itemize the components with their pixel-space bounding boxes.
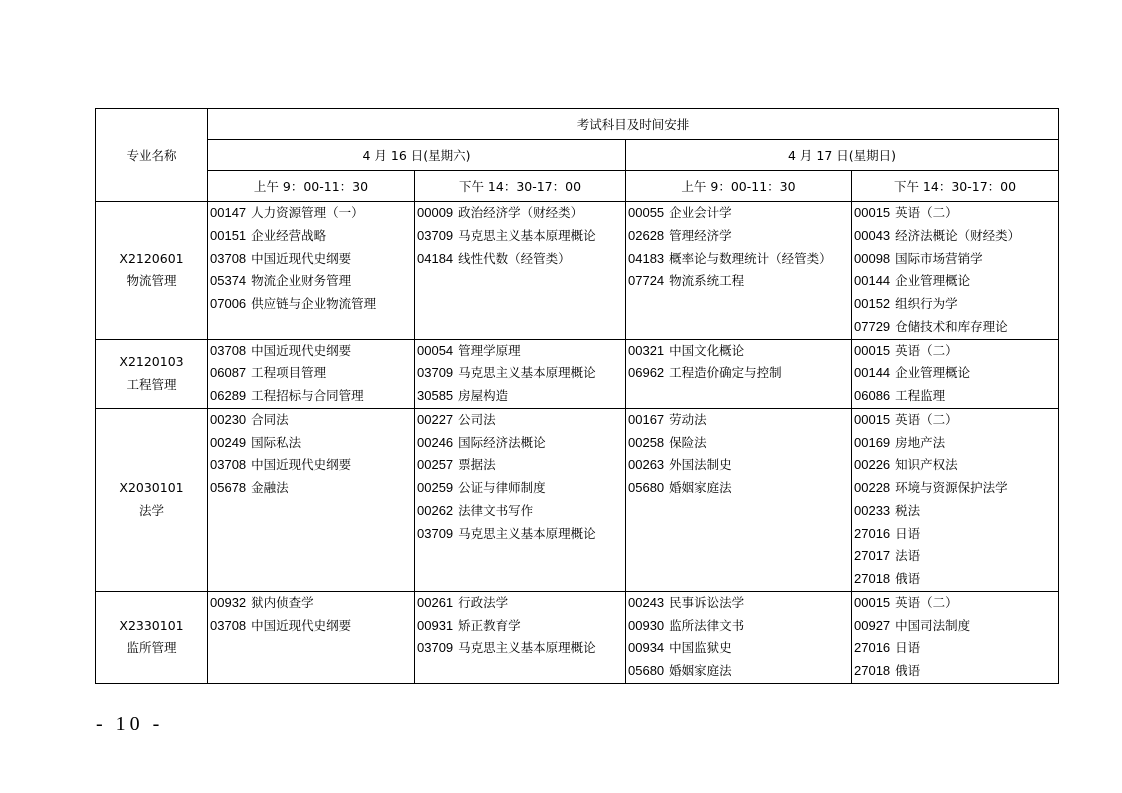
- subject-name: 房屋构造: [458, 388, 509, 403]
- slot-header-day2-pm: 下午 14：30-17：00: [852, 171, 1059, 202]
- subject-item: [415, 385, 625, 408]
- subject-code: 00930: [628, 617, 665, 633]
- subject-cell: [208, 408, 415, 591]
- subject-code: 00151: [210, 227, 247, 243]
- header-row-3: [96, 171, 1059, 202]
- subject-cell: [415, 591, 626, 683]
- subject-item: [852, 293, 1058, 316]
- subject-name: 工程造价确定与控制: [669, 365, 782, 381]
- subject-cell: [626, 408, 852, 591]
- subject-name: 工程监理: [895, 388, 946, 403]
- day1-header: 4 月 16 日(星期六): [208, 140, 626, 171]
- subject-item: [852, 248, 1058, 271]
- subject-item: [415, 409, 625, 432]
- subject-code: 00321: [628, 342, 665, 358]
- subject-item: [852, 592, 1058, 615]
- subject-name: 金融法: [251, 480, 289, 495]
- subject-item: [852, 637, 1058, 660]
- subject-code: 00258: [628, 434, 665, 450]
- subject-code: 06289: [210, 388, 247, 403]
- subject-item: [626, 615, 851, 638]
- subject-code: 00054: [417, 342, 454, 358]
- slot-header-day1-pm: 下午 14：30-17：00: [415, 171, 626, 202]
- subject-item: [208, 615, 414, 638]
- subject-name: 仓储技术和库存理论: [895, 318, 1008, 334]
- subject-code: 00243: [628, 594, 665, 610]
- subject-code: 00098: [854, 250, 891, 266]
- subject-code: 05680: [628, 480, 665, 495]
- subject-item: [415, 523, 625, 546]
- schedule-title: 考试科目及时间安排: [208, 109, 1059, 140]
- subject-name: 狱内侦查学: [251, 594, 314, 610]
- subject-code: 00262: [417, 502, 454, 518]
- subject-item: [415, 454, 625, 477]
- major-name: 法学: [138, 502, 164, 518]
- header-row-1: [96, 109, 1059, 140]
- major-column-header: 专业名称: [96, 109, 208, 202]
- subject-code: 27016: [854, 640, 891, 656]
- subject-name: 企业会计学: [669, 205, 732, 220]
- subject-code: 27018: [854, 663, 891, 678]
- subject-name: 合同法: [251, 411, 289, 427]
- subject-name: 国际私法: [251, 434, 302, 450]
- major-cell: [96, 591, 208, 683]
- subject-name: 物流系统工程: [669, 273, 745, 289]
- subject-item: [852, 523, 1058, 546]
- subject-code: 03709: [417, 640, 454, 656]
- subject-item: [415, 432, 625, 455]
- subject-code: 00152: [854, 296, 891, 311]
- subject-item: [852, 362, 1058, 385]
- major-name: 工程管理: [126, 376, 177, 392]
- subject-cell: [626, 591, 852, 683]
- subject-name: 政治经济学（财经类）: [458, 205, 584, 220]
- subject-item: [626, 340, 851, 363]
- subject-name: 外国法制史: [669, 457, 732, 473]
- subject-code: 00249: [210, 434, 247, 450]
- subject-item: [415, 637, 625, 660]
- day2-header: 4 月 17 日(星期日): [626, 140, 1059, 171]
- subject-code: 00931: [417, 617, 454, 633]
- major-row: [96, 202, 1059, 340]
- subject-name: 中国文化概论: [669, 342, 745, 358]
- subject-item: [852, 385, 1058, 408]
- subject-code: 03709: [417, 227, 454, 243]
- major-cell: [96, 202, 208, 340]
- subject-name: 英语（二）: [895, 342, 958, 358]
- subject-name: 俄语: [895, 663, 921, 678]
- subject-item: [852, 409, 1058, 432]
- subject-code: 05680: [628, 663, 665, 678]
- subject-code: 07724: [628, 273, 665, 289]
- major-code: X2030101: [119, 480, 184, 496]
- subject-code: 00230: [210, 411, 247, 427]
- subject-name: 概率论与数理统计（经管类）: [669, 250, 832, 266]
- subject-name: 日语: [895, 640, 921, 656]
- header-row-2: [96, 140, 1059, 171]
- subject-item: [208, 225, 414, 248]
- subject-item: [626, 270, 851, 293]
- subject-item: [852, 202, 1058, 225]
- subject-item: [415, 477, 625, 500]
- major-cell: [96, 408, 208, 591]
- subject-item: [208, 293, 414, 316]
- major-name: 物流管理: [126, 273, 177, 289]
- subject-cell: [626, 339, 852, 408]
- subject-name: 供应链与企业物流管理: [251, 296, 377, 311]
- subject-cell: [852, 339, 1059, 408]
- subject-item: [626, 409, 851, 432]
- major-row: [96, 408, 1059, 591]
- subject-cell: [415, 408, 626, 591]
- subject-code: 05678: [210, 480, 247, 495]
- subject-name: 婚姻家庭法: [669, 480, 732, 495]
- subject-name: 中国司法制度: [895, 617, 971, 633]
- subject-item: [852, 454, 1058, 477]
- subject-name: 中国监狱史: [669, 640, 732, 656]
- subject-code: 00261: [417, 594, 454, 610]
- subject-item: [208, 477, 414, 500]
- subject-name: 线性代数（经管类）: [458, 250, 571, 266]
- subject-name: 环境与资源保护法学: [895, 480, 1008, 495]
- subject-code: 00015: [854, 342, 891, 358]
- subject-code: 00226: [854, 457, 891, 473]
- subject-name: 企业管理概论: [895, 273, 971, 289]
- subject-cell: [852, 591, 1059, 683]
- subject-code: 00043: [854, 227, 891, 243]
- subject-name: 劳动法: [669, 411, 707, 427]
- subject-item: [852, 660, 1058, 683]
- subject-name: 英语（二）: [895, 205, 958, 220]
- subject-item: [626, 248, 851, 271]
- subject-item: [208, 340, 414, 363]
- subject-name: 马克思主义基本原理概论: [458, 227, 596, 243]
- subject-item: [208, 409, 414, 432]
- slot-header-day2-am: 上午 9：00-11：30: [626, 171, 852, 202]
- subject-name: 保险法: [669, 434, 707, 450]
- subject-item: [208, 248, 414, 271]
- subject-code: 02628: [628, 227, 665, 243]
- subject-code: 00015: [854, 205, 891, 220]
- subject-code: 00015: [854, 411, 891, 427]
- subject-code: 06086: [854, 388, 891, 403]
- subject-code: 00147: [210, 205, 247, 220]
- subject-code: 06087: [210, 365, 247, 381]
- subject-item: [415, 248, 625, 271]
- subject-item: [626, 432, 851, 455]
- subject-name: 国际市场营销学: [895, 250, 983, 266]
- subject-name: 法语: [895, 548, 921, 564]
- subject-item: [852, 270, 1058, 293]
- subject-code: 27017: [854, 548, 891, 564]
- subject-item: [852, 568, 1058, 591]
- major-code: X2120103: [119, 353, 184, 369]
- subject-cell: [208, 591, 415, 683]
- subject-code: 30585: [417, 388, 454, 403]
- subject-code: 06962: [628, 365, 665, 381]
- subject-item: [415, 225, 625, 248]
- subject-name: 组织行为学: [895, 296, 958, 311]
- subject-name: 企业管理概论: [895, 365, 971, 381]
- subject-item: [852, 477, 1058, 500]
- subject-item: [208, 270, 414, 293]
- subject-name: 马克思主义基本原理概论: [458, 365, 596, 381]
- subject-name: 票据法: [458, 457, 496, 473]
- major-code: X2120601: [119, 250, 184, 266]
- subject-item: [626, 660, 851, 683]
- subject-item: [626, 202, 851, 225]
- subject-name: 日语: [895, 525, 921, 541]
- subject-cell: [415, 202, 626, 340]
- subject-item: [208, 362, 414, 385]
- subject-name: 知识产权法: [895, 457, 958, 473]
- slot-header-day1-am: 上午 9：00-11：30: [208, 171, 415, 202]
- subject-name: 税法: [895, 502, 921, 518]
- subject-item: [415, 340, 625, 363]
- subject-name: 管理学原理: [458, 342, 521, 358]
- subject-item: [626, 454, 851, 477]
- subject-name: 物流企业财务管理: [251, 273, 352, 289]
- subject-name: 监所法律文书: [669, 617, 745, 633]
- subject-item: [626, 637, 851, 660]
- subject-item: [852, 225, 1058, 248]
- subject-name: 民事诉讼法学: [669, 594, 745, 610]
- subject-code: 00257: [417, 457, 454, 473]
- subject-name: 法律文书写作: [458, 502, 534, 518]
- subject-name: 矫正教育学: [458, 617, 521, 633]
- subject-code: 00934: [628, 640, 665, 656]
- subject-item: [626, 592, 851, 615]
- subject-name: 马克思主义基本原理概论: [458, 525, 596, 541]
- subject-code: 00246: [417, 434, 454, 450]
- subject-code: 00228: [854, 480, 891, 495]
- subject-cell: [852, 408, 1059, 591]
- subject-name: 中国近现代史纲要: [251, 457, 352, 473]
- subject-code: 03708: [210, 342, 247, 358]
- major-cell: [96, 339, 208, 408]
- subject-name: 俄语: [895, 571, 921, 586]
- subject-code: 07729: [854, 318, 891, 334]
- subject-item: [852, 615, 1058, 638]
- subject-code: 00144: [854, 365, 891, 381]
- major-code: X2330101: [119, 617, 184, 633]
- subject-code: 00932: [210, 594, 247, 610]
- subject-code: 00227: [417, 411, 454, 427]
- major-name: 监所管理: [126, 640, 177, 656]
- subject-code: 07006: [210, 296, 247, 311]
- subject-name: 婚姻家庭法: [669, 663, 732, 678]
- subject-cell: [208, 202, 415, 340]
- subject-item: [626, 225, 851, 248]
- subject-code: 03708: [210, 250, 247, 266]
- subject-name: 中国近现代史纲要: [251, 342, 352, 358]
- subject-item: [415, 592, 625, 615]
- major-row: [96, 339, 1059, 408]
- subject-item: [208, 202, 414, 225]
- subject-name: 行政法学: [458, 594, 509, 610]
- subject-name: 中国近现代史纲要: [251, 250, 352, 266]
- subject-code: 00144: [854, 273, 891, 289]
- subject-cell: [208, 339, 415, 408]
- subject-name: 人力资源管理（一）: [251, 205, 364, 220]
- subject-code: 00055: [628, 205, 665, 220]
- subject-code: 04184: [417, 250, 454, 266]
- subject-code: 00167: [628, 411, 665, 427]
- subject-code: 03708: [210, 457, 247, 473]
- subject-name: 企业经营战略: [251, 227, 327, 243]
- subject-name: 公司法: [458, 411, 496, 427]
- subject-code: 00263: [628, 457, 665, 473]
- subject-item: [852, 432, 1058, 455]
- subject-code: 00015: [854, 594, 891, 610]
- subject-name: 工程项目管理: [251, 365, 327, 381]
- subject-item: [852, 316, 1058, 339]
- subject-code: 03709: [417, 365, 454, 381]
- subject-item: [852, 545, 1058, 568]
- subject-item: [208, 454, 414, 477]
- exam-schedule-table: [95, 108, 1059, 684]
- subject-code: 27018: [854, 571, 891, 586]
- subject-name: 马克思主义基本原理概论: [458, 640, 596, 656]
- subject-code: 27016: [854, 525, 891, 541]
- subject-code: 00233: [854, 502, 891, 518]
- subject-item: [415, 202, 625, 225]
- subject-name: 国际经济法概论: [458, 434, 546, 450]
- subject-name: 经济法概论（财经类）: [895, 227, 1021, 243]
- subject-item: [626, 477, 851, 500]
- subject-item: [852, 500, 1058, 523]
- subject-cell: [415, 339, 626, 408]
- page-number: - 10 -: [96, 713, 164, 735]
- subject-code: 03709: [417, 525, 454, 541]
- subject-name: 英语（二）: [895, 411, 958, 427]
- subject-cell: [626, 202, 852, 340]
- subject-item: [208, 385, 414, 408]
- subject-name: 房地产法: [895, 434, 946, 450]
- subject-name: 管理经济学: [669, 227, 732, 243]
- subject-item: [415, 500, 625, 523]
- subject-item: [208, 432, 414, 455]
- subject-name: 公证与律师制度: [458, 480, 546, 495]
- subject-name: 中国近现代史纲要: [251, 617, 352, 633]
- subject-code: 05374: [210, 273, 247, 289]
- subject-item: [415, 615, 625, 638]
- subject-item: [208, 592, 414, 615]
- subject-name: 工程招标与合同管理: [251, 388, 364, 403]
- subject-code: 00259: [417, 480, 454, 495]
- subject-cell: [852, 202, 1059, 340]
- subject-item: [626, 362, 851, 385]
- subject-code: 00009: [417, 205, 454, 220]
- subject-code: 00927: [854, 617, 891, 633]
- subject-name: 英语（二）: [895, 594, 958, 610]
- subject-item: [852, 340, 1058, 363]
- subject-code: 04183: [628, 250, 665, 266]
- subject-code: 03708: [210, 617, 247, 633]
- subject-item: [415, 362, 625, 385]
- major-row: [96, 591, 1059, 683]
- subject-code: 00169: [854, 434, 891, 450]
